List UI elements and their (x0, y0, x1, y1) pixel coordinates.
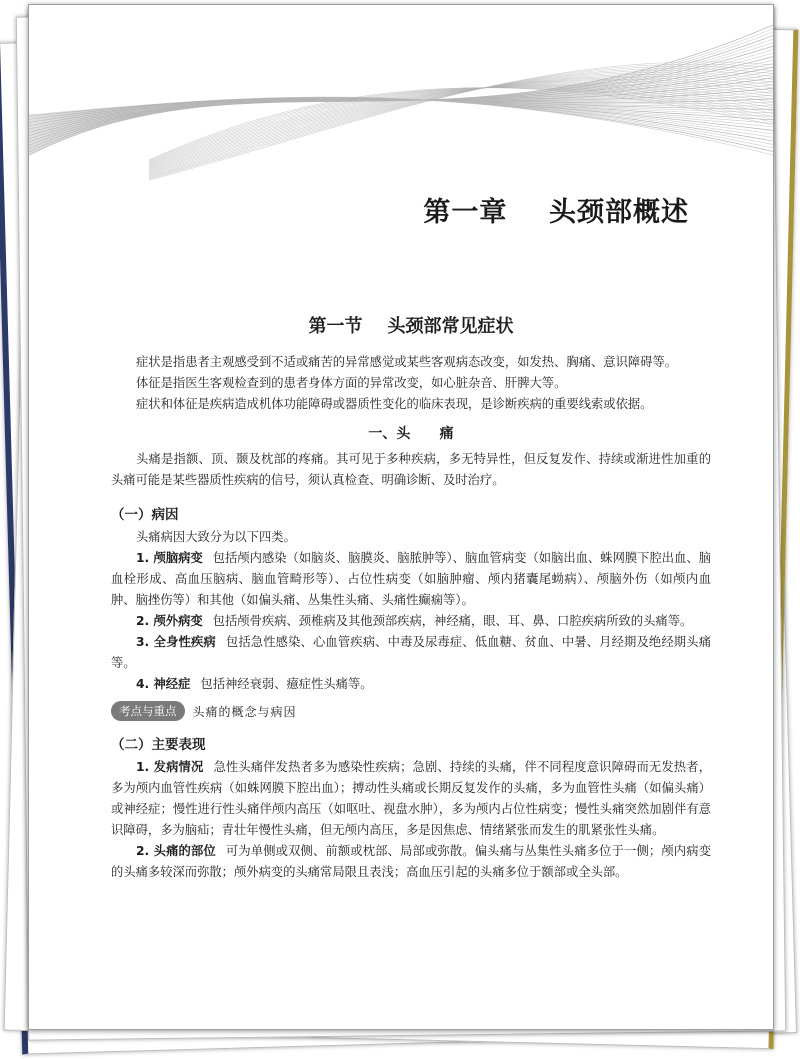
header-wave-decoration (29, 5, 773, 185)
cause-item-text: 包括颅内感染（如脑炎、脑膜炎、脑脓肿等）、脑血管病变（如脑出血、蛛网膜下腔出血、脑血栓形成、高血压脑病、脑血管畸形等）、占位性病变（如脑肿瘤、颅内猪囊尾蚴病）、颅脑外伤（如颅内血肿、脑挫伤等）和其他（如偏头痛、丛集性头痛、头痛性癫痫等）。 (111, 551, 711, 607)
cause-item-text: 包括颅骨疾病、颈椎病及其他颈部疾病，神经痛，眼、耳、鼻、口腔疾病所致的头痛等。 (212, 614, 693, 628)
cause-item-text: 包括神经衰弱、癔症性头痛等。 (200, 677, 373, 691)
intro-paragraph-symptom: 症状是指患者主观感受到不适或痛苦的异常感觉或某些客观病态改变，如发热、胸痛、意识障碍等。 (136, 355, 678, 369)
manifestation-item-text: 可为单侧或双侧、前额或枕部、局部或弥散。偏头痛与丛集性头痛多位于一侧；颅内病变的头痛多较深而弥散；颅外病变的头痛常局限且表浅；高血压引起的头痛多位于额部或全头部。 (111, 844, 711, 879)
section-title: 第一节 头颈部常见症状 (308, 316, 514, 337)
keypoint-text: 头痛的概念与病因 (192, 704, 297, 719)
intro-paragraph-relation: 症状和体征是疾病造成机体功能障碍或器质性变化的临床表现，是诊断疾病的重要线索或依据。 (136, 397, 653, 411)
headache-definition: 头痛是指额、顶、颞及枕部的疼痛。其可见于多种疾病，多无特异性，但反复发作、持续或渐进性加重的头痛可能是某些器质性疾病的信号，须认真检查、明确诊断、及时治疗。 (111, 452, 711, 487)
manifestation-item-label: 2. 头痛的部位 (136, 844, 216, 858)
manifestation-item-2 (111, 841, 711, 883)
keypoint-box (111, 701, 711, 721)
chapter-title: 第一章 头颈部概述 (423, 197, 689, 228)
manifestations-heading: （二）主要表现 (111, 737, 206, 753)
causes-heading: （一）病因 (111, 507, 179, 523)
cause-item-3 (111, 632, 711, 674)
manifestation-item-1 (111, 757, 711, 841)
cause-item-2 (111, 611, 711, 632)
cause-item-label: 1. 颅脑病变 (136, 551, 203, 565)
keypoint-badge: 考点与重点 (111, 701, 185, 721)
page-content (111, 312, 711, 883)
headache-title: 一、头 痛 (368, 426, 454, 442)
manifestation-item-text: 急性头痛伴发热者多为感染性疾病；急剧、持续的头痛，伴不同程度意识障碍而无发热者，多为颅内血管性疾病（如蛛网膜下腔出血）；搏动性头痛或长期反复发作的头痛，多为血管性头痛（如偏头痛）或神经症；慢性进行性头痛伴颅内高压（如呕吐、视盘水肿），多为颅内占位性病变；慢性头痛突然加剧伴有意识障碍，多为脑疝；青壮年慢性头痛，但无颅内高压，多是因焦虑、情绪紧张而发生的肌紧张性头痛。 (111, 760, 711, 837)
manifestation-item-label: 1. 发病情况 (136, 760, 204, 774)
intro-paragraph-sign: 体征是指医生客观检查到的患者身体方面的异常改变，如心脏杂音、肝脾大等。 (136, 376, 567, 390)
causes-summary: 头痛病因大致分为以下四类。 (136, 530, 296, 544)
cause-item-label: 2. 颅外病变 (136, 614, 203, 628)
cause-item-label: 3. 全身性疾病 (136, 635, 216, 649)
cause-item-label: 4. 神经症 (136, 677, 191, 691)
cause-item-4 (111, 674, 711, 695)
book-page (28, 4, 774, 1030)
cause-item-text: 包括急性感染、心血管疾病、中毒及尿毒症、低血糖、贫血、中暑、月经期及绝经期头痛等。 (111, 635, 711, 670)
cause-item-1 (111, 548, 711, 611)
